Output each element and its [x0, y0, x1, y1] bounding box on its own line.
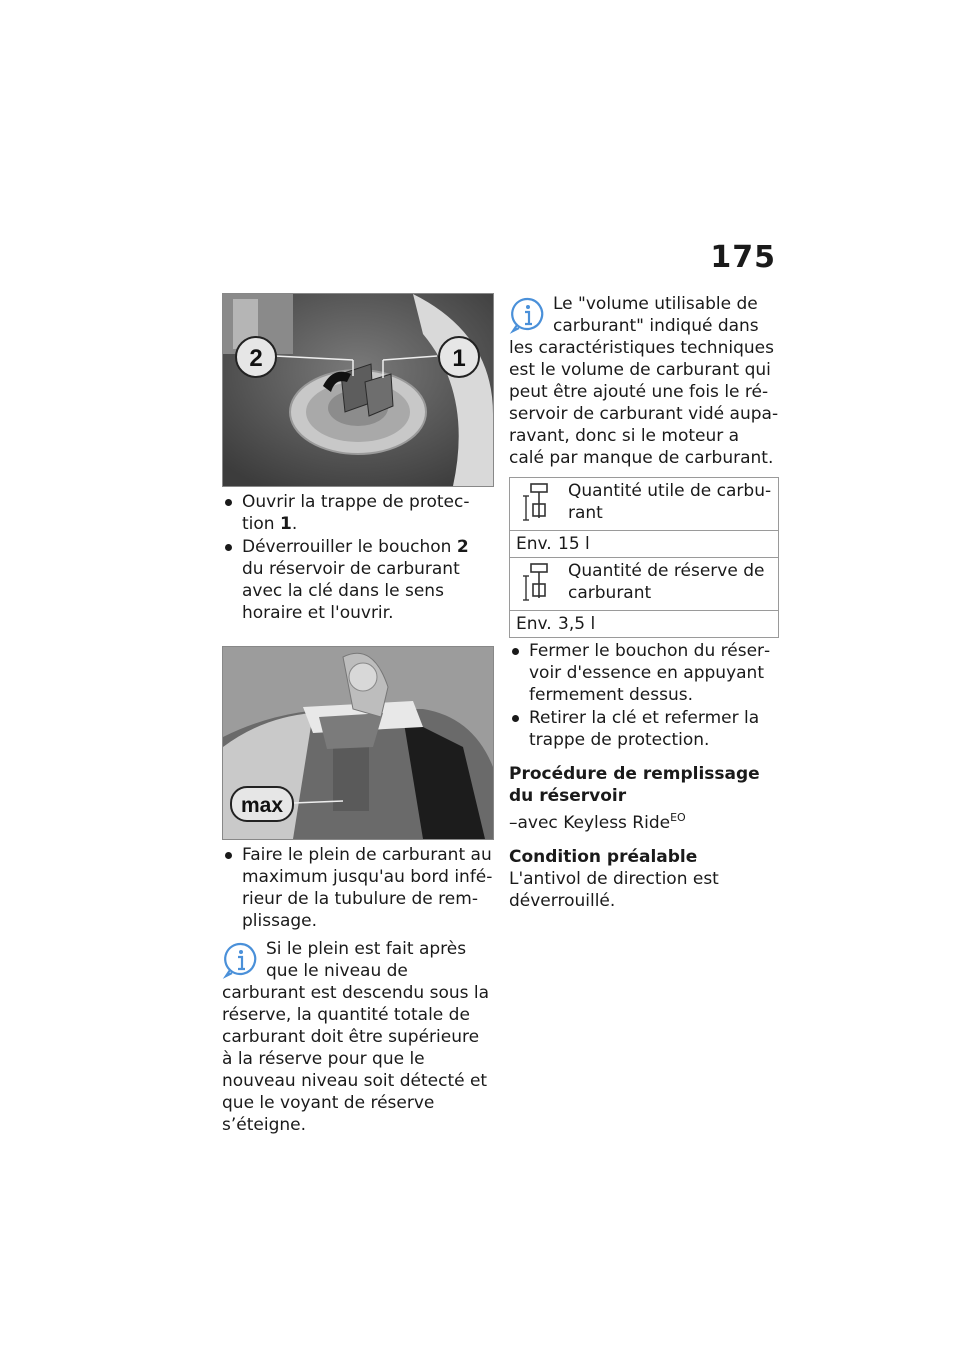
- spec-label: Quantité utile de carburant: [568, 481, 772, 523]
- list-item: Déverrouiller le bouchon 2 du réservoir de carburant avec la clé dans le sens horaire et l'ouvrir.: [222, 536, 494, 624]
- measure-icon: [522, 482, 556, 524]
- filler-neck-illustration: [223, 647, 493, 839]
- list-item: Retirer la clé et refermer la trappe de protection.: [509, 707, 779, 751]
- instructions-list-2: [222, 844, 494, 932]
- callout-2-label: 2: [249, 345, 263, 372]
- spec-value: 3,5 l: [558, 614, 596, 634]
- filler-neck-figure: [222, 646, 494, 840]
- equipment-line: –avec Keyless Ride$^{EO}$: [509, 811, 686, 833]
- measure-icon: [522, 562, 556, 604]
- condition-text: L'antivol de direction est déverrouillé.: [509, 869, 719, 911]
- info-note-volume: Le "volume utilisable de carburant" indiqué dans les caractéristiques techniques est le volume de carburant qui peut être ajouté une fois le réservoir de carburant vidé auparavant, donc si le moteur a calé par manque de carburant.: [509, 294, 779, 468]
- section-title: Procédure de remplissage du réservoir: [509, 764, 760, 806]
- condition-title: Condition préalable: [509, 847, 698, 867]
- spec-label: Quantité de réserve de carburant: [568, 561, 765, 603]
- info-note: Si le plein est fait après que le niveau de carburant est descendu sous la réserve, la quantité totale de carburant doit être supérieure à la réserve pour que le nouveau niveau soit détecté et que le voyant de réserve s’éteigne.: [222, 939, 490, 1135]
- spec-value: 15 l: [558, 534, 590, 554]
- spec-usable-fuel: [509, 477, 779, 558]
- right-column: [509, 293, 779, 912]
- instructions-list-3: [509, 640, 779, 751]
- left-column: [222, 293, 494, 1136]
- list-item: Ouvrir la trappe de protection 1.: [222, 491, 494, 535]
- fuel-cap-figure: [222, 293, 494, 487]
- instructions-list-1: [222, 491, 494, 624]
- info-icon: [509, 295, 547, 335]
- list-item: Faire le plein de carburant au maximum jusqu'au bord inférieur de la tubulure de remplissage.: [222, 844, 494, 932]
- callout-1-label: 1: [452, 345, 466, 372]
- page-number: 175: [710, 240, 776, 275]
- spec-reserve-fuel: [509, 558, 779, 638]
- spec-key: Env.: [516, 614, 552, 634]
- info-icon: [222, 940, 260, 980]
- spec-key: Env.: [516, 534, 552, 554]
- fuel-cap-illustration: [223, 294, 493, 486]
- max-label: max: [240, 794, 284, 817]
- list-item: Fermer le bouchon du réservoir d'essence en appuyant fermement dessus.: [509, 640, 779, 706]
